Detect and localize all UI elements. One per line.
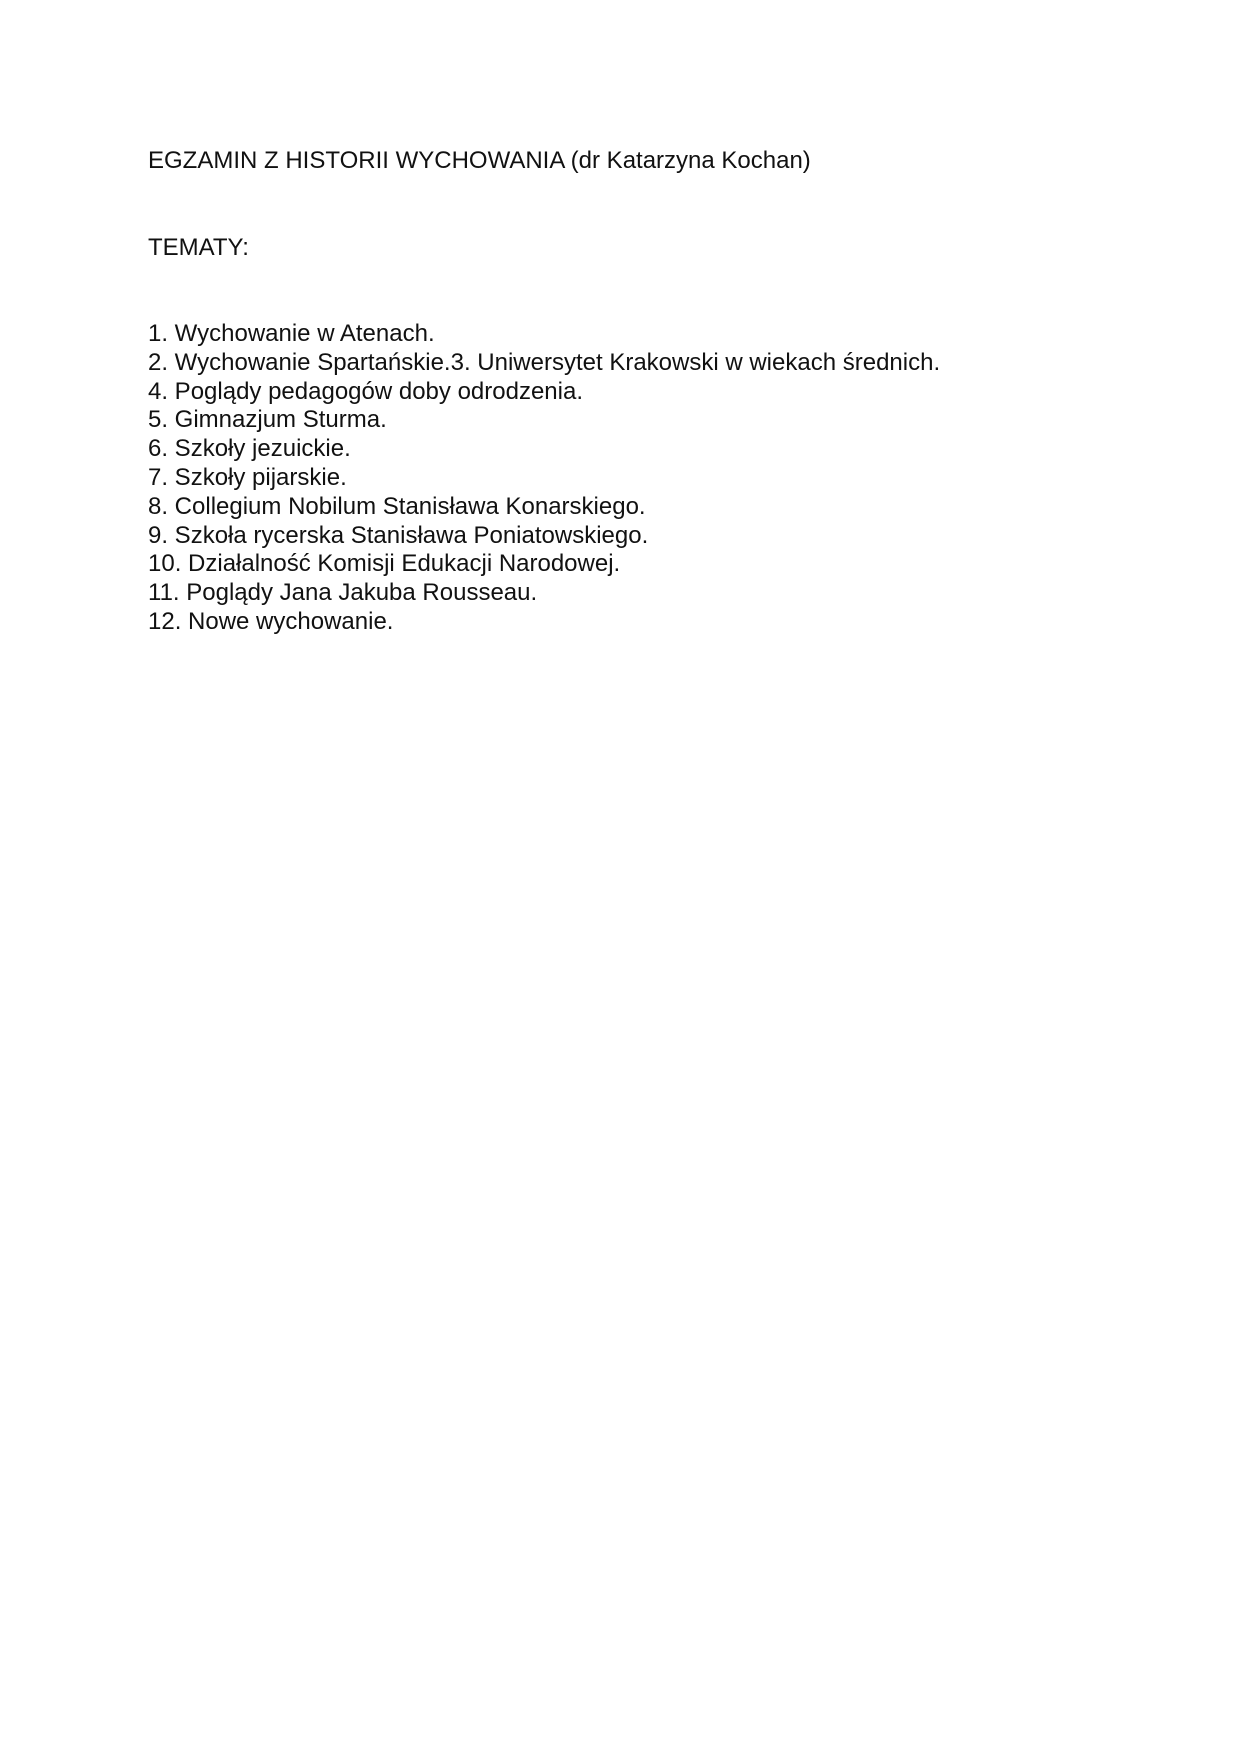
topics-heading: TEMATY: (148, 234, 249, 261)
topic-item: 10. Działalność Komisji Edukacji Narodowej. (148, 550, 621, 578)
topic-item: 6. Szkoły jezuickie. (148, 435, 351, 463)
topic-item: 5. Gimnazjum Sturma. (148, 406, 387, 434)
topics-list (148, 320, 940, 637)
topic-item: 8. Collegium Nobilum Stanisława Konarskiego. (148, 492, 646, 520)
topic-item: 2. Wychowanie Spartańskie.3. Uniwersytet Krakowski w wiekach średnich. (148, 348, 941, 376)
document-title: EGZAMIN Z HISTORII WYCHOWANIA (dr Katarzyna Kochan) (148, 147, 811, 174)
topic-item: 9. Szkoła rycerska Stanisława Poniatowskiego. (148, 521, 649, 549)
topic-item: 12. Nowe wychowanie. (148, 607, 394, 635)
topic-item: 11. Poglądy Jana Jakuba Rousseau. (148, 579, 538, 607)
topic-item: 7. Szkoły pijarskie. (148, 463, 347, 491)
topic-item: 4. Poglądy pedagogów doby odrodzenia. (148, 377, 583, 405)
topic-item: 1. Wychowanie w Atenach. (148, 320, 435, 347)
